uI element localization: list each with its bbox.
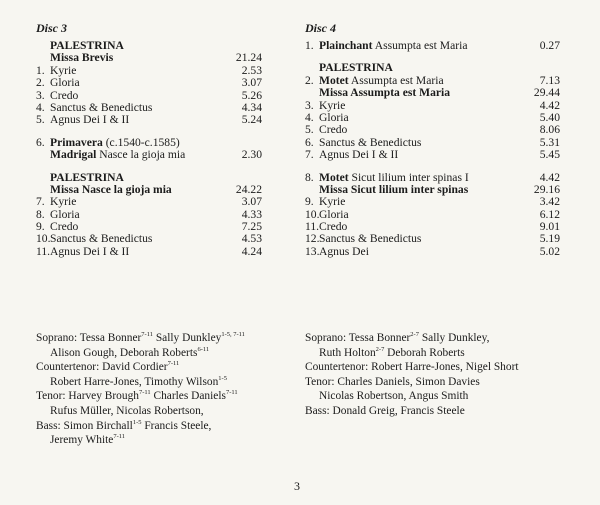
credit-line (305, 360, 575, 375)
text-segment: Kyrie (319, 195, 346, 209)
credit-line (305, 375, 575, 390)
track-number: 1. (36, 63, 45, 77)
text-segment: Sanctus & Benedictus (50, 100, 153, 114)
text-segment: Madrigal (50, 148, 97, 162)
text-segment: Assumpta est Maria (348, 73, 444, 87)
text-segment: Sally Dunkley, (418, 332, 490, 344)
track-row (305, 246, 560, 258)
track-row (36, 114, 262, 126)
track-duration: 5.19 (539, 232, 560, 246)
track-duration: 5.45 (539, 148, 560, 162)
superscript-track-range: 2-7 (410, 331, 419, 338)
text-segment: Sanctus & Benedictus (319, 135, 422, 149)
track-duration: 7.13 (539, 73, 560, 87)
track-duration: 4.33 (241, 207, 262, 221)
track-duration: 21.24 (235, 51, 262, 65)
track-number: 2. (305, 73, 314, 87)
disc-3-title: Disc 3 (36, 21, 67, 35)
page-number: 3 (294, 479, 300, 493)
track-duration: 7.25 (241, 220, 262, 234)
track-duration: 4.34 (241, 100, 262, 114)
text-segment: PALESTRINA (319, 61, 393, 75)
track-title (319, 246, 526, 258)
text-segment: Agnus Dei (319, 244, 369, 258)
text-segment: Bass: Donald Greig, Francis Steele (305, 404, 465, 417)
track-duration: 24.22 (235, 182, 262, 196)
text-segment: Countertenor: David Cordier (36, 361, 168, 374)
text-segment: Nasce la gioja mia (96, 148, 186, 162)
track-duration: 3.42 (539, 195, 560, 209)
text-segment: Agnus Dei I & II (319, 148, 399, 162)
credit-line (305, 331, 575, 346)
superscript-track-range: 7-11 (141, 331, 153, 338)
track-number: 13. (305, 244, 320, 258)
text-segment: Gloria (50, 207, 80, 221)
text-segment: Credo (50, 88, 79, 102)
track-title (319, 100, 526, 112)
disc-3-credits (36, 331, 296, 448)
track-duration: 4.42 (539, 98, 560, 112)
text-segment: Deborah Roberts (384, 346, 465, 359)
track-title (50, 52, 228, 64)
disc-3-rows (36, 40, 262, 258)
disc-4-title: Disc 4 (305, 21, 336, 35)
text-segment: Soprano: Tessa Bonner (305, 332, 411, 344)
credit-line (36, 419, 296, 434)
track-number: 4. (305, 110, 314, 124)
credit-line (36, 404, 296, 419)
track-duration: 3.07 (241, 76, 262, 90)
track-row (36, 149, 262, 161)
text-segment: Gloria (319, 110, 349, 124)
text-segment: Kyrie (319, 98, 346, 112)
superscript-track-range: 1-5 (218, 374, 227, 382)
track-row (305, 40, 560, 52)
text-segment: Kyrie (50, 195, 77, 209)
text-segment: PALESTRINA (50, 170, 124, 184)
track-title (319, 149, 526, 161)
track-title (50, 184, 228, 196)
text-segment: Rufus Müller, Nicolas Robertson, (50, 404, 204, 417)
text-segment: Kyrie (50, 63, 77, 77)
text-segment: Sanctus & Benedictus (50, 232, 153, 246)
text-segment: Soprano: Tessa Bonner (36, 332, 142, 344)
track-title (319, 40, 526, 52)
track-title (50, 246, 228, 258)
track-number: 9. (305, 195, 314, 209)
text-segment: (c.1540-c.1585) (102, 135, 180, 149)
text-segment: Assumpta est Maria (372, 39, 468, 52)
track-number: 11. (305, 220, 320, 234)
text-segment: Plainchant (319, 39, 373, 52)
text-segment: Countertenor: Robert Harre-Jones, Nigel Short (305, 361, 519, 374)
text-segment: Gloria (50, 76, 80, 90)
text-segment: Nicolas Robertson, Angus Smith (319, 390, 469, 403)
track-number: 5. (36, 113, 45, 127)
credit-line (305, 346, 575, 361)
credit-line (36, 360, 296, 375)
disc-4-rows (305, 40, 560, 258)
superscript-track-range: 2-7 (375, 345, 385, 353)
text-segment: Tenor: Charles Daniels, Simon Davies (305, 375, 480, 388)
track-title (319, 112, 526, 124)
text-segment: Francis Steele, (141, 419, 212, 432)
text-segment: Charles Daniels (150, 390, 226, 403)
track-number: 3. (305, 98, 314, 112)
track-duration: 0.27 (539, 39, 560, 52)
track-number: 6. (36, 135, 45, 149)
track-number: 10. (36, 232, 51, 246)
track-duration: 2.53 (241, 63, 262, 77)
track-duration: 8.06 (539, 123, 560, 137)
track-number: 8. (305, 170, 314, 184)
superscript-track-range: 1-5, 7-11 (221, 331, 245, 338)
credit-line (36, 375, 296, 390)
superscript-track-range: 7-11 (225, 389, 238, 397)
track-number: 8. (36, 207, 45, 221)
track-duration: 29.16 (533, 182, 560, 196)
credit-line (305, 389, 575, 404)
text-segment: Agnus Dei I & II (50, 244, 130, 258)
text-segment: Gloria (319, 207, 349, 221)
text-segment: Ruth Holton (319, 346, 376, 359)
text-segment: Agnus Dei I & II (50, 113, 130, 127)
text-segment: Credo (319, 220, 348, 234)
text-segment: Motet (319, 73, 349, 87)
track-duration: 3.07 (241, 195, 262, 209)
disc-4-credits (305, 331, 575, 419)
track-number: 1. (305, 39, 314, 52)
track-duration: 5.24 (241, 113, 262, 127)
text-segment: Robert Harre-Jones, Timothy Wilson (50, 375, 219, 388)
track-number: 7. (305, 148, 314, 162)
text-segment: Sally Dunkley (152, 332, 222, 344)
superscript-track-range: 7-11 (113, 433, 126, 441)
text-segment: Tenor: Harvey Brough (36, 390, 139, 403)
track-title (319, 87, 526, 99)
credit-line (305, 404, 575, 419)
track-duration: 2.30 (241, 148, 262, 162)
text-segment: Missa Brevis (50, 51, 114, 65)
superscript-track-range: 6-11 (197, 345, 210, 353)
track-number: 2. (36, 76, 45, 90)
text-segment: Sanctus & Benedictus (319, 232, 422, 246)
track-duration: 5.26 (241, 88, 262, 102)
track-duration: 5.40 (539, 110, 560, 124)
track-row (36, 246, 262, 258)
track-number: 6. (305, 135, 314, 149)
track-title (50, 114, 228, 126)
disc-3-tracklist (36, 22, 262, 258)
track-duration: 4.24 (241, 244, 262, 258)
track-number: 10. (305, 207, 320, 221)
track-number: 3. (36, 88, 45, 102)
text-segment: Alison Gough, Deborah Roberts (50, 346, 198, 359)
superscript-track-range: 1-5 (132, 418, 142, 426)
superscript-track-range: 7-11 (138, 389, 151, 397)
credit-line (36, 346, 296, 361)
text-segment: Missa Nasce la gioja mia (50, 182, 172, 196)
text-segment: Credo (319, 123, 348, 137)
track-duration: 29.44 (533, 86, 560, 100)
track-duration: 6.12 (539, 207, 560, 221)
text-segment: PALESTRINA (50, 39, 124, 52)
track-row (305, 149, 560, 161)
track-number: 7. (36, 195, 45, 209)
text-segment: Credo (50, 220, 79, 234)
credit-line (36, 389, 296, 404)
track-number: 9. (36, 220, 45, 234)
text-segment: Sicut lilium inter spinas I (348, 170, 469, 184)
text-segment: Missa Assumpta est Maria (319, 86, 451, 100)
track-duration: 4.42 (539, 170, 560, 184)
text-segment: Missa Sicut lilium inter spinas (319, 182, 469, 196)
track-duration: 4.53 (241, 232, 262, 246)
track-title (319, 184, 526, 196)
track-number: 5. (305, 123, 314, 137)
track-duration: 9.01 (539, 220, 560, 234)
credit-line (36, 433, 296, 448)
text-segment: Primavera (50, 135, 103, 149)
track-duration: 5.31 (539, 135, 560, 149)
track-title (319, 209, 526, 221)
track-number: 4. (36, 100, 45, 114)
text-segment: Bass: Simon Birchall (36, 419, 133, 432)
track-title (50, 149, 228, 161)
credit-line (36, 331, 296, 346)
superscript-track-range: 7-11 (167, 360, 180, 368)
track-title (319, 196, 526, 208)
disc-4-tracklist (305, 22, 560, 258)
text-segment: Motet (319, 170, 349, 184)
track-number: 12. (305, 232, 320, 246)
text-segment: Jeremy White (50, 434, 114, 447)
track-duration: 5.02 (539, 244, 560, 258)
track-number: 11. (36, 244, 51, 258)
